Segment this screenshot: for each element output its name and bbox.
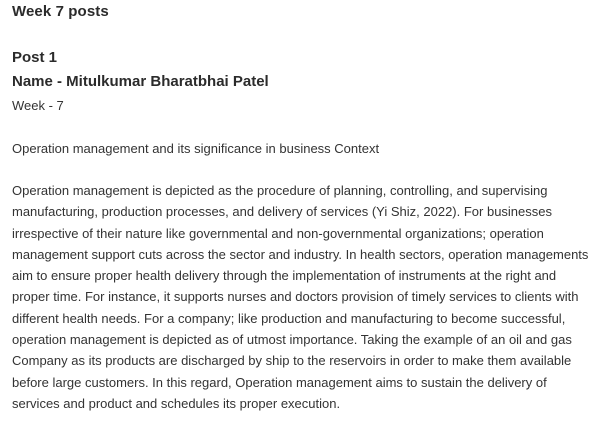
week-label: Week - 7 [12, 98, 64, 113]
post-body: Operation management is depicted as the procedure of planning, controlling, and supervising manufacturing, production processes, and delivery of services (Yi Shiz, 2022). For businesses irrespective of their nature like governmental and non-governmental organizations; operation management support cuts across the sector and industry. In health sectors, operation managements aim to ensure proper health delivery through the implementation of instruments at the right and proper time. For instance, it supports nurses and doctors provision of timely services to clients with different health needs. For a company; like production and manufacturing to become successful, operation management is depicted as of utmost importance. Taking the example of an oil and gas Company as its products are discharged by ship to the reservoirs in order to make them available before large customers. In this regard, Operation management aims to sustain the delivery of services and product and schedules its proper execution. [12, 183, 589, 411]
post-topic: Operation management and its significance in business Context [12, 141, 380, 156]
section-title: Week 7 posts [12, 3, 109, 20]
author-name: Name - Mitulkumar Bharatbhai Patel [12, 73, 269, 90]
post-title: Post 1 [12, 49, 58, 66]
